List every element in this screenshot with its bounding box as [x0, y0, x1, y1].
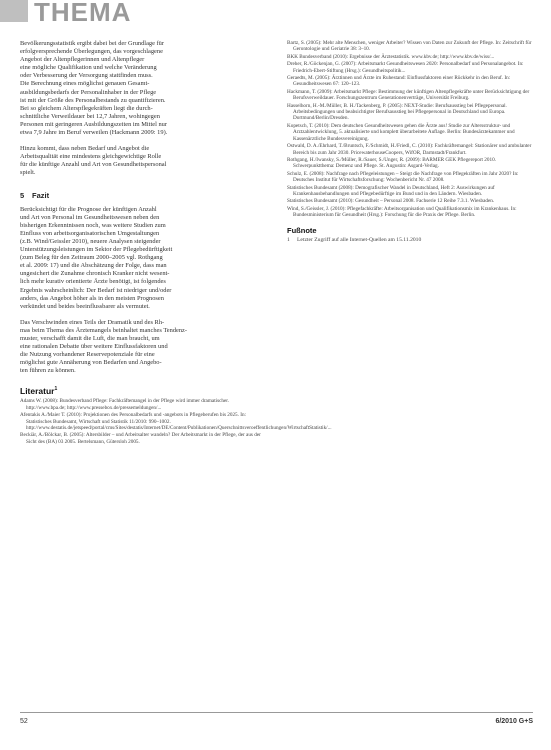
footnotes-heading: Fußnote [287, 225, 317, 235]
section-title: THEMA [34, 0, 132, 27]
reference-list-right [287, 40, 533, 219]
text-line: für die künftige Anzahl und Art von Gesundheitspersonal [20, 161, 167, 169]
text-line: etwa 7,9 Jahre im Beruf verweilen (Hackmann 2009: 19). [20, 129, 168, 137]
footnote-text: Letzter Zugriff auf alle Internet-Quellen am 15.11.2010 [297, 236, 422, 243]
literature-heading [20, 385, 266, 395]
fazit-text [20, 206, 266, 376]
text-line: lich mehr kurativ orientierte Ärzte benötigt, ist folgendes [20, 278, 166, 286]
text-line: Ergebnis wahrscheinlich: Der Bedarf ist niedriger und/oder [20, 286, 172, 294]
reference-entry: Kopetsch, T. (2010): Dem deutschen Gesundheitswesen gehen die Ärzte aus! Studie zur Altersstruktur- und Arztzahlentwicklung, 5. aktualisierte und komplett überarbeitete Auflage. Berlin: Bundesärztekammer und Kassenärztliche Bundesvereinigung. [287, 122, 515, 142]
footnote-entry [287, 237, 533, 244]
text-line: (zum Beleg für den Zeitraum 2000–2005 vgl. Rothgang [20, 254, 163, 262]
paragraph [20, 319, 266, 376]
footnote-list [287, 237, 533, 244]
text-line: anders, das Angebot höher als in den meisten Prognosen [20, 294, 164, 302]
text-line: Angebot der Altenpflegerinnen und Altenpfleger [20, 56, 145, 64]
literature-footnote-marker: 1 [54, 386, 58, 393]
header-accent-bar [0, 0, 28, 22]
text-line: Die Berechnung eines möglichst genauen Gesamt- [20, 80, 150, 88]
paragraph [20, 145, 266, 177]
page-number: 52 [20, 718, 28, 725]
text-line: ausbildungsbedarfs der Personalinhaber in der Pflege [20, 88, 157, 96]
reference-entry: Hasselhorn, H.-M./Müller, B. H./Tackenberg, P. (2005): NEXT-Studie: Berufsausstieg bei Pflegepersonal. Arbeitsbedingungen und beabsichtigter Berufsausstieg bei Pflegepersonal in Deutschland und Europa. Dortmund/Berlin/Dresden. [287, 102, 507, 122]
text-line: Berücksichtigt für die Prognose der künftigen Anzahl [20, 205, 157, 213]
page-header [0, 0, 551, 27]
reference-entry: BKK Bundesverband (2010): Ergebnisse der Ärztestatistik. www.kbv.de; http://www.kbv.de/wiss/... [287, 53, 495, 60]
text-line: Unterstützungsleistungen im Sektor der Pflegebedürftigkeit [20, 246, 173, 254]
text-line: ten führen zu können. [20, 367, 76, 375]
text-line: spielt. [20, 169, 36, 177]
text-line: muster, verschafft damit die Luft, die man braucht, um [20, 335, 160, 342]
text-line: eine mögliche Qualifikation und welche Veränderung [20, 64, 157, 72]
text-line: Personen mit geringeren Ausbildungszeiten im Mittel nur [20, 120, 167, 128]
text-line: mas beim Thema des Ärztemangels beinhaltet manches Tendenz- [20, 326, 188, 334]
page-footer [20, 712, 533, 727]
text-line: oder Verbesserung der Versorgung stattfinden muss. [20, 72, 153, 80]
text-line: ist mit der Größe des Personalbestands zu quantifizieren. [20, 96, 166, 104]
reference-entry: Geraedts, M. (2005): Ärztinnen und Ärzte im Ruhestand: Einflussfaktoren einer Rückkehr in den Beruf. In: Gesundheitswesen 67: 120–123. [287, 75, 511, 88]
text-line: Hinzu kommt, dass neben Bedarf und Angebot die [20, 145, 150, 153]
literature-heading-label: Literatur [20, 386, 55, 397]
text-line: Bevölkerungsstatistik ergibt dabei bei der Grundlage für [20, 40, 164, 47]
reference-entry: Hackmann, T. (2009): Arbeitsmarkt Pflege: Bestimmung der künftigen Altenpflegekräfte unter Berücksichtigung der Berufsverweildauer. Forschungszentrum Generationenverträge, Universität Freiburg. [287, 88, 530, 102]
text-line: Bei so gleichem Alterspflegekräften liegt die durch- [20, 104, 153, 112]
section-heading [20, 192, 266, 200]
text-line: (z.B. Wind/Geissler 2010), neuere Analysen steigender [20, 237, 161, 245]
right-column [287, 40, 533, 244]
reference-entry: Statistisches Bundesamt (2010): Gesundheit – Personal 2008. Fachserie 12 Reihe 7.3.1. Wiesbaden. [287, 198, 495, 205]
text-line: eine rationalen Debatte über weitere Einflussfaktoren und [20, 343, 168, 351]
text-line: ungesichert die Zunahme chronisch Kranker nicht wesent- [20, 270, 170, 278]
reference-entry: Adams W. (2008): Bundesverband Pflege: Fachkräftemangel in der Pflege wird immer dramatischer. http://www.bpa.de; http://www.pressebox.de/pressemeldungen/... [20, 398, 230, 411]
text-line: Das Verschwinden eines Teils der Dramatik und des Rh- [20, 318, 165, 326]
intro-text [20, 40, 266, 178]
footnote-number: 1 [287, 236, 290, 243]
reference-entry: Ostwald, D. A./Ehrhard, T./Bruntsch, F./Schmidt, H./Friedl, C. (2010): Fachkräftemangel: Stationärer und ambulanter Bereich bis zum Jahr 2030. PricewaterhouseCoopers, WifOR, Darmstadt/Frankfurt. [287, 143, 532, 156]
text-line: möglichst gute Annäherung von Bedarfen und Angebo- [20, 359, 162, 367]
reference-entry: Beckiär, A./Bölckar, B. (2005): Altersbilder – und Arbeitsalter wandeln? Der Arbeitsmarkt in der Pflege, der aus der Sicht des (BA) 03 2005. Bertelsmann, Gütersloh 2005. [20, 432, 261, 445]
text-line: erfolgversprechende Überlegungen, das vorgeschlagene [20, 48, 163, 56]
section-number: 5 [20, 190, 25, 200]
paragraph [20, 40, 266, 137]
section-heading-title: Fazit [32, 190, 50, 200]
text-line: die Nutzung vorhandener Reservepotenziale für eine [20, 351, 155, 359]
reference-entry: Schulz, E. (2008): Nachfrage nach Pflegeleistungen – Steigt die Nachfrage von Pflegekräften im Jahr 2020? In: Deutsches Institut für Wirtschaftsforschung: Wochenbericht Nr. 47 2008. [287, 170, 519, 184]
text-line: Einfluss von arbeitsorganisatorischen Umgestaltungen [20, 229, 160, 237]
reference-entry: Dreher, R./Göckenjan, G. (2007): Arbeitsmarkt Gesundheitswesen 2020: Personalbedarf und Personalangebot. In: Friedrich-Ebert-Stiftung (Hrsg.): Gesundheitspolitik... [287, 61, 524, 74]
text-line: verkündet und beides beeinflussbarer als vermutet. [20, 302, 150, 310]
paragraph [20, 206, 266, 311]
reference-list-left [20, 398, 332, 445]
issue-label: 6/2010 G+S [495, 718, 533, 725]
reference-entry: Statistisches Bundesamt (2008): Demografischer Wandel in Deutschland, Heft 2: Auswirkungen auf Krankenhausbehandlungen und Pflegebedürftige im Bund und in den Ländern. Wiesbaden. [287, 184, 495, 197]
text-line: schnittliche Verweildauer bei 12,7 Jahren, wohingegen [20, 112, 160, 120]
reference-entry: Bartz, S. (2005): Mehr alte Menschen, weniger Arbeiter? Wissen von Daten zur Zukunft der Pflege. In: Zeitschrift für Gerontologie und Geriatrie 38: 3–10. [287, 40, 532, 53]
reference-entry: Afentakis A./Maier T. (2010): Projektionen des Personalbedarfs und -angebots in Pflegeberufen bis 2025. In: Statistisches Bundesamt, Wirtschaft und Statistik 11/2010: 990–1002. http://www.destatis.de/jetspeed/portal/cms/Sites/destatis/Internet/DE/Content/Publikationen/Querschnittsveroeffentlichungen/WirtschaftStatistik/... [20, 412, 332, 432]
text-line: et al. 2009: 17) und die Abschätzung der Folge, dass man [20, 262, 167, 270]
reference-entry: Rothgang, H./Iwansky, S./Müller, R./Sauer, S./Unger, R. (2009): BARMER GEK Pflegereport 2010. Schwerpunktthema: Demenz und Pflege. St. Augustin: Asgard-Verlag. [287, 156, 496, 170]
reference-entry: Wind, S./Geissler, J. (2010): Pflegefachkräfte: Arbeitsorganisation und Qualifikationsmix im Krankenhaus. In: Bundesministerium für Gesundheit (Hrsg.): Forschung für die Praxis der Pflege. Berlin. [287, 205, 517, 219]
text-line: Arbeitsqualität eine mindestens gleichgewichtige Rolle [20, 153, 162, 161]
text-line: und Art von Personal im Gesundheitswesen neben den [20, 213, 160, 221]
text-line: bisherigen Erkenntnissen noch, was weitere Studien zum [20, 221, 166, 229]
